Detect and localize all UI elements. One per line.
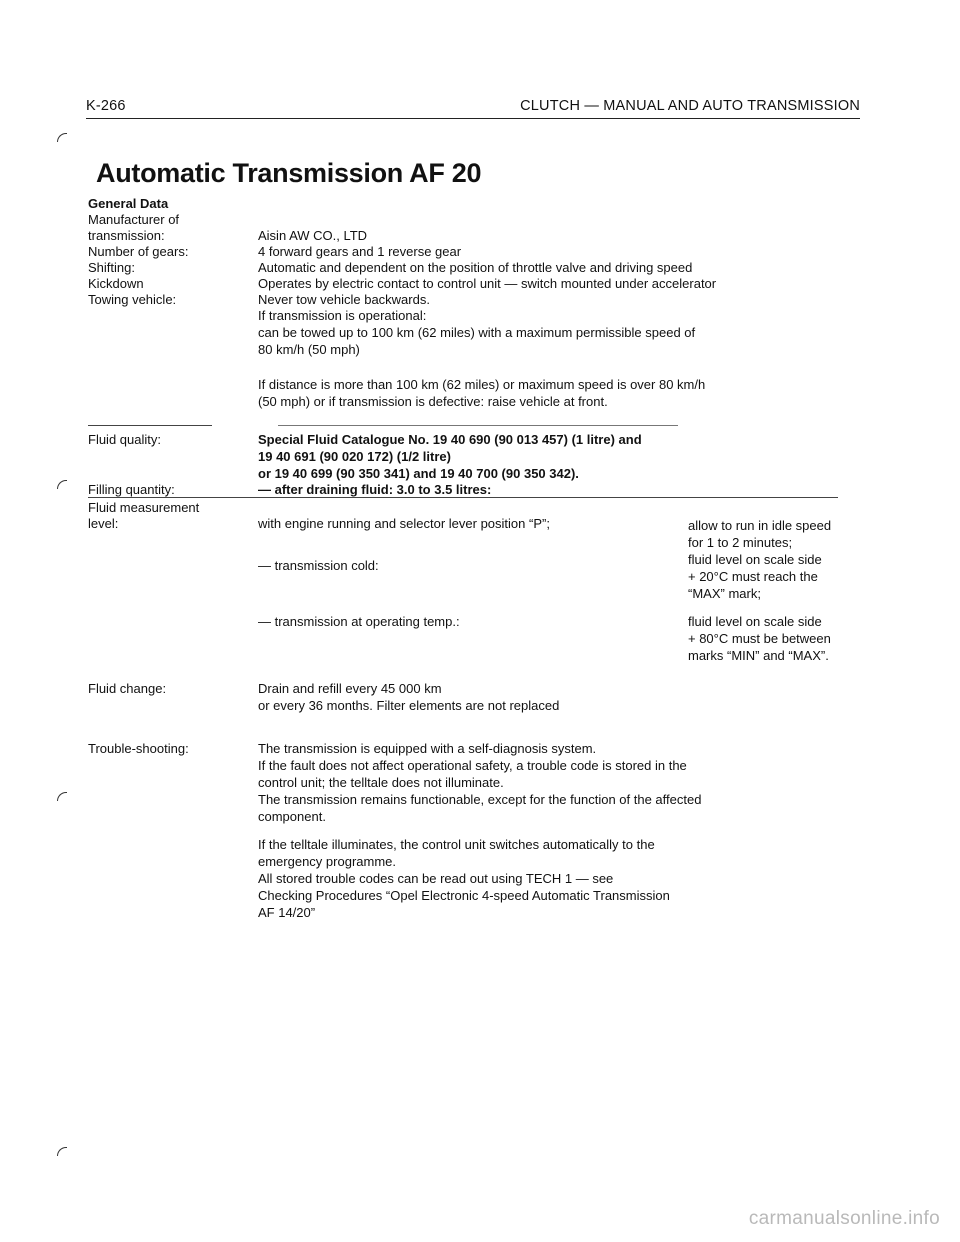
towing-line: can be towed up to 100 km (62 miles) with a maximum permissible speed of [258, 325, 696, 340]
measurement-note: allow to run in idle speed [688, 518, 832, 533]
fluid-quality-label: Fluid quality: [88, 432, 161, 447]
troubleshooting-line: All stored trouble codes can be read out using TECH 1 — see [258, 871, 614, 886]
general-data-heading: General Data [88, 196, 169, 211]
troubleshooting-line: If the telltale illuminates, the control unit switches automatically to the [258, 837, 655, 852]
fluid-quality-line: Special Fluid Catalogue No. 19 40 690 (90 013 457) (1 litre) and [258, 432, 642, 447]
warm-label: — transmission at operating temp.: [258, 614, 460, 629]
troubleshooting-line: The transmission remains functionable, except for the function of the affected [258, 792, 702, 807]
warm-note: marks “MIN” and “MAX”. [688, 648, 829, 663]
scan-mark [57, 1147, 67, 1156]
towing-line: If transmission is operational: [258, 308, 427, 323]
shifting-label: Shifting: [88, 260, 135, 275]
cold-label: — transmission cold: [258, 558, 379, 573]
page-header [86, 98, 860, 119]
scan-mark [57, 133, 67, 142]
troubleshooting-line: Checking Procedures “Opel Electronic 4-speed Automatic Transmission [258, 888, 670, 903]
shifting-value: Automatic and dependent on the position of throttle valve and driving speed [258, 260, 693, 275]
measurement-condition: with engine running and selector lever position “P”; [258, 516, 550, 531]
separator-line [88, 497, 838, 498]
cold-note: “MAX” mark; [688, 586, 761, 601]
fluid-change-label: Fluid change: [88, 681, 167, 696]
troubleshooting-line: The transmission is equipped with a self-diagnosis system. [258, 741, 597, 756]
gears-label: Number of gears: [88, 244, 189, 259]
fluid-measurement-label: Fluid measurement [88, 500, 200, 515]
separator-line [88, 425, 212, 426]
fluid-change-line: Drain and refill every 45 000 km [258, 681, 442, 696]
towing-line: If distance is more than 100 km (62 miles) or maximum speed is over 80 km/h [258, 377, 706, 392]
manufacturer-label-cont: transmission: [88, 228, 165, 243]
fluid-quality-line: 19 40 691 (90 020 172) (1/2 litre) [258, 449, 451, 464]
filling-quantity-label: Filling quantity: [88, 482, 175, 497]
towing-line: (50 mph) or if transmission is defective: raise vehicle at front. [258, 394, 608, 409]
fluid-measurement-label-cont: level: [88, 516, 119, 531]
gears-value: 4 forward gears and 1 reverse gear [258, 244, 462, 259]
manufacturer-value: Aisin AW CO., LTD [258, 228, 368, 243]
kickdown-label: Kickdown [88, 276, 144, 291]
towing-line: Never tow vehicle backwards. [258, 292, 430, 307]
page-title: Automatic Transmission AF 20 [96, 158, 482, 188]
scan-mark [57, 792, 67, 801]
scan-mark [57, 480, 67, 489]
troubleshooting-label: Trouble-shooting: [88, 741, 189, 756]
separator-line [278, 425, 678, 426]
cold-note: + 20°C must reach the [688, 569, 818, 584]
fluid-quality-line: or 19 40 699 (90 350 341) and 19 40 700 (90 350 342). [258, 466, 579, 481]
section-title: CLUTCH — MANUAL AND AUTO TRANSMISSION [520, 98, 860, 114]
watermark: carmanualsonline.info [748, 1208, 940, 1229]
troubleshooting-line: AF 14/20” [258, 905, 316, 920]
cold-note: fluid level on scale side [688, 552, 822, 567]
warm-note: fluid level on scale side [688, 614, 822, 629]
page-number: K-266 [86, 98, 126, 114]
troubleshooting-line: component. [258, 809, 326, 824]
manufacturer-label: Manufacturer of [88, 212, 180, 227]
troubleshooting-line: control unit; the telltale does not illuminate. [258, 775, 504, 790]
filling-quantity-value: — after draining fluid: 3.0 to 3.5 litres: [258, 482, 492, 497]
measurement-note: for 1 to 2 minutes; [688, 535, 793, 550]
kickdown-value: Operates by electric contact to control unit — switch mounted under accelerator [258, 276, 717, 291]
fluid-change-line: or every 36 months. Filter elements are not replaced [258, 698, 560, 713]
towing-line: 80 km/h (50 mph) [258, 342, 360, 357]
troubleshooting-line: If the fault does not affect operational safety, a trouble code is stored in the [258, 758, 687, 773]
towing-label: Towing vehicle: [88, 292, 177, 307]
warm-note: + 80°C must be between [688, 631, 831, 646]
troubleshooting-line: emergency programme. [258, 854, 396, 869]
